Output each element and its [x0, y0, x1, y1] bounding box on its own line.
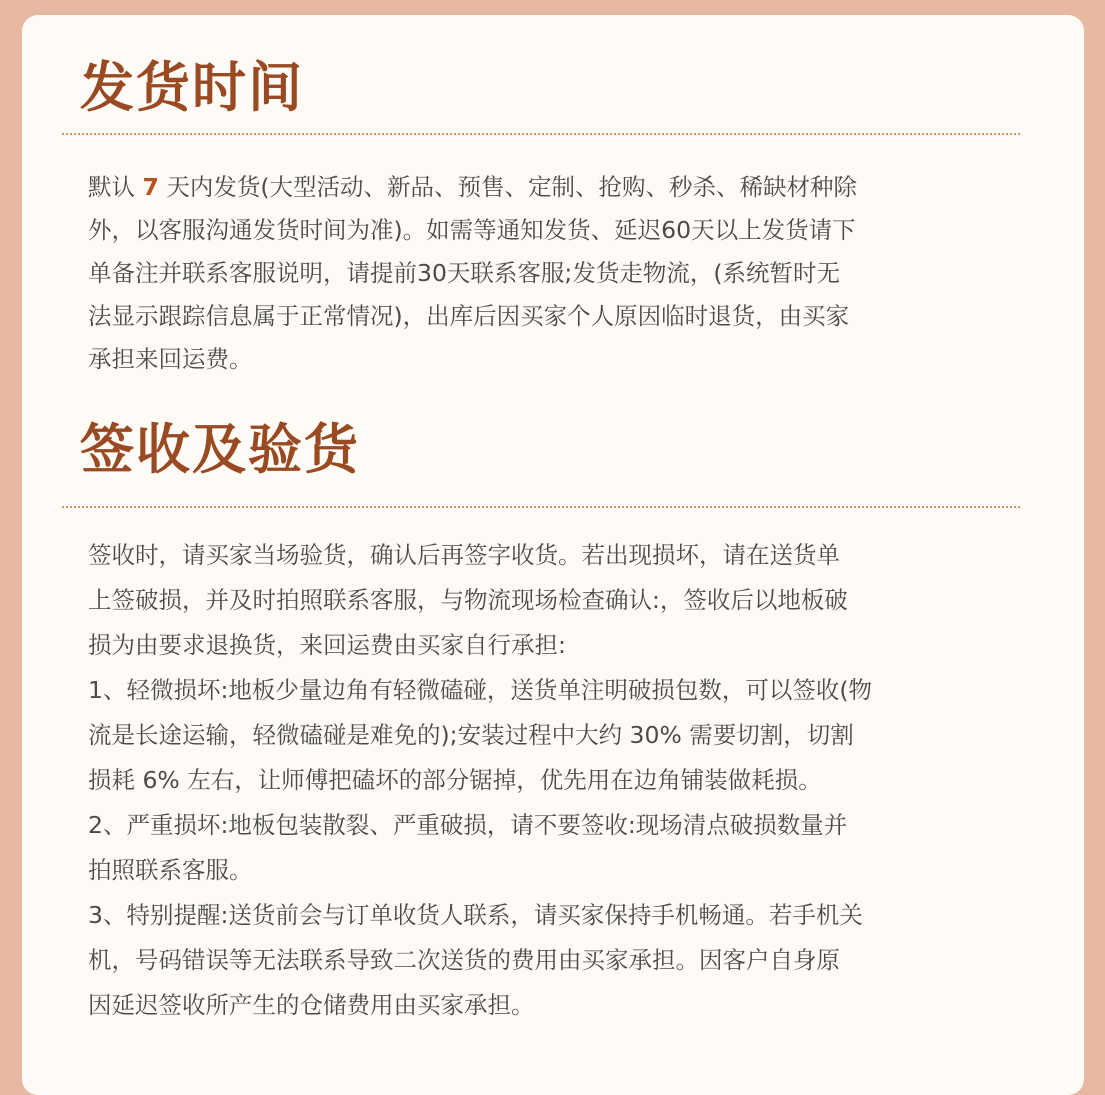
receipt-paragraph [88, 533, 988, 1028]
content-card [22, 15, 1084, 1095]
shipping-paragraph [88, 166, 988, 381]
shipping-line: 承担来回运费。 [88, 345, 253, 373]
shipping-line1-rest: 天内发货(大型活动、新品、预售、定制、抢购、秒杀、稀缺材种除 [158, 173, 857, 201]
receipt-inspection-heading: 签收及验货 [80, 418, 360, 481]
receipt-line: 拍照联系客服。 [88, 856, 253, 884]
shipping-line: 法显示跟踪信息属于正常情况)，出库后因买家个人原因临时退货，由买家 [88, 302, 850, 330]
receipt-line: 1、轻微损坏:地板少量边角有轻微磕碰，送货单注明破损包数，可以签收(物 [88, 676, 873, 704]
receipt-line: 上签破损，并及时拍照联系客服，与物流现场检查确认:，签收后以地板破 [88, 586, 848, 614]
shipping-time-heading: 发货时间 [80, 56, 304, 119]
receipt-line: 机，号码错误等无法联系导致二次送货的费用由买家承担。因客户自身原 [88, 946, 840, 974]
receipt-line: 损为由要求退换货，来回运费由买家自行承担: [88, 631, 566, 659]
receipt-divider [62, 506, 1020, 508]
receipt-line: 因延迟签收所产生的仓储费用由买家承担。 [88, 991, 535, 1019]
receipt-line: 签收时，请买家当场验货，确认后再签字收货。若出现损坏，请在送货单 [88, 541, 840, 569]
shipping-line: 单备注并联系客服说明，请提前30天联系客服;发货走物流，(系统暂时无 [88, 259, 840, 287]
receipt-line: 流是长途运输，轻微磕碰是难免的);安装过程中大约 30% 需要切割，切割 [88, 721, 854, 749]
shipping-line [88, 166, 988, 209]
receipt-line: 3、特别提醒:送货前会与订单收货人联系，请买家保持手机畅通。若手机关 [88, 901, 863, 929]
shipping-line: 外，以客服沟通发货时间为准)。如需等通知发货、延迟60天以上发货请下 [88, 216, 856, 244]
shipping-divider [62, 133, 1020, 135]
receipt-line: 损耗 6% 左右，让师傅把磕坏的部分锯掉，优先用在边角铺装做耗损。 [88, 766, 822, 794]
receipt-line: 2、严重损坏:地板包装散裂、严重破损，请不要签收:现场清点破损数量并 [88, 811, 848, 839]
shipping-days-value: 7 [142, 173, 159, 201]
shipping-lead-text: 默认 [88, 173, 143, 201]
